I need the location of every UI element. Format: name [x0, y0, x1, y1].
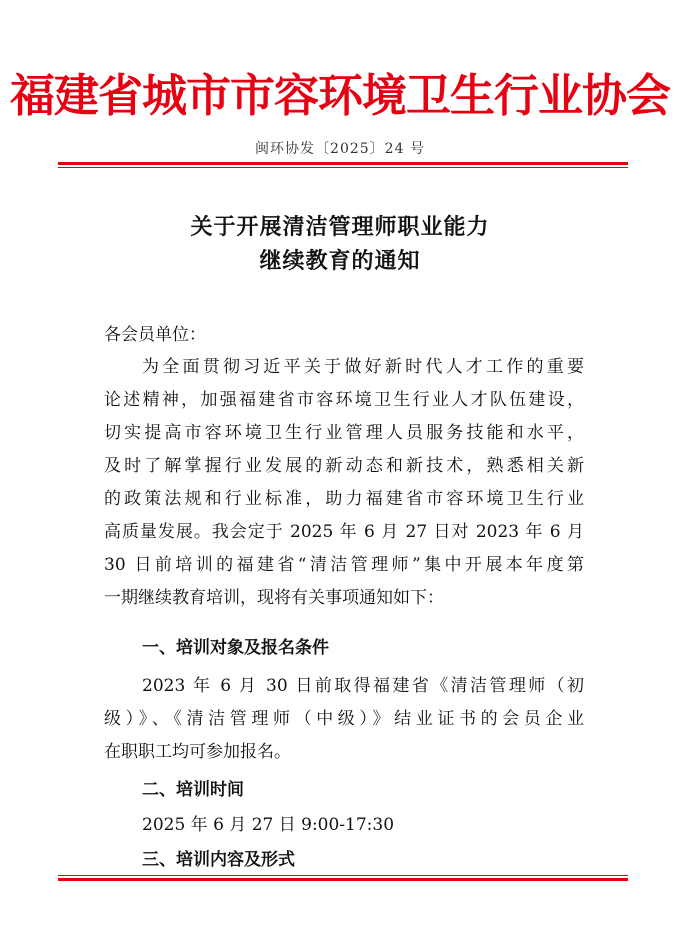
- organization-header: 福建省城市市容环境卫生行业协会: [9, 69, 670, 122]
- body-line: 为全面贯彻习近平关于做好新时代人才工作的重要: [142, 357, 584, 377]
- salutation: 各会员单位：: [104, 325, 206, 345]
- body-line: 级）》、《清洁管理师（中级）》结业证书的会员企业: [104, 709, 584, 729]
- document-number: 闽环协发〔2025〕24 号: [255, 141, 425, 157]
- header-rule-thick: [58, 162, 628, 165]
- body-line: 论述精神，加强福建省市容环境卫生行业人才队伍建设，: [104, 390, 584, 410]
- body-line: 一期继续教育培训，现将有关事项通知如下：: [104, 588, 444, 608]
- section-heading-3: 三、培训内容及形式: [142, 850, 295, 870]
- header-rule-thin: [58, 167, 628, 168]
- section-heading-1: 一、培训对象及报名条件: [142, 638, 329, 658]
- body-line: 的政策法规和行业标准，助力福建省市容环境卫生行业: [104, 489, 584, 509]
- body-line: 30 日前培训的福建省“清洁管理师”集中开展本年度第: [104, 555, 584, 575]
- body-line: 在职职工均可参加报名。: [104, 742, 291, 762]
- body-line: 高质量发展。我会定于 2025 年 6 月 27 日对 2023 年 6 月: [104, 522, 584, 542]
- document-title-line-2: 继续教育的通知: [259, 248, 421, 274]
- body-line: 2025 年 6 月 27 日 9:00-17:30: [142, 815, 395, 835]
- section-heading-2: 二、培训时间: [142, 780, 244, 800]
- document-title-line-1: 关于开展清洁管理师职业能力: [190, 214, 490, 240]
- body-line: 切实提高市容环境卫生行业管理人员服务技能和水平，: [104, 423, 584, 443]
- body-line: 2023 年 6 月 30 日前取得福建省《清洁管理师（初: [142, 676, 584, 696]
- footer-rule-thick: [58, 878, 628, 881]
- body-line: 及时了解掌握行业发展的新动态和新技术，熟悉相关新: [104, 456, 584, 476]
- footer-rule-thin: [58, 875, 628, 876]
